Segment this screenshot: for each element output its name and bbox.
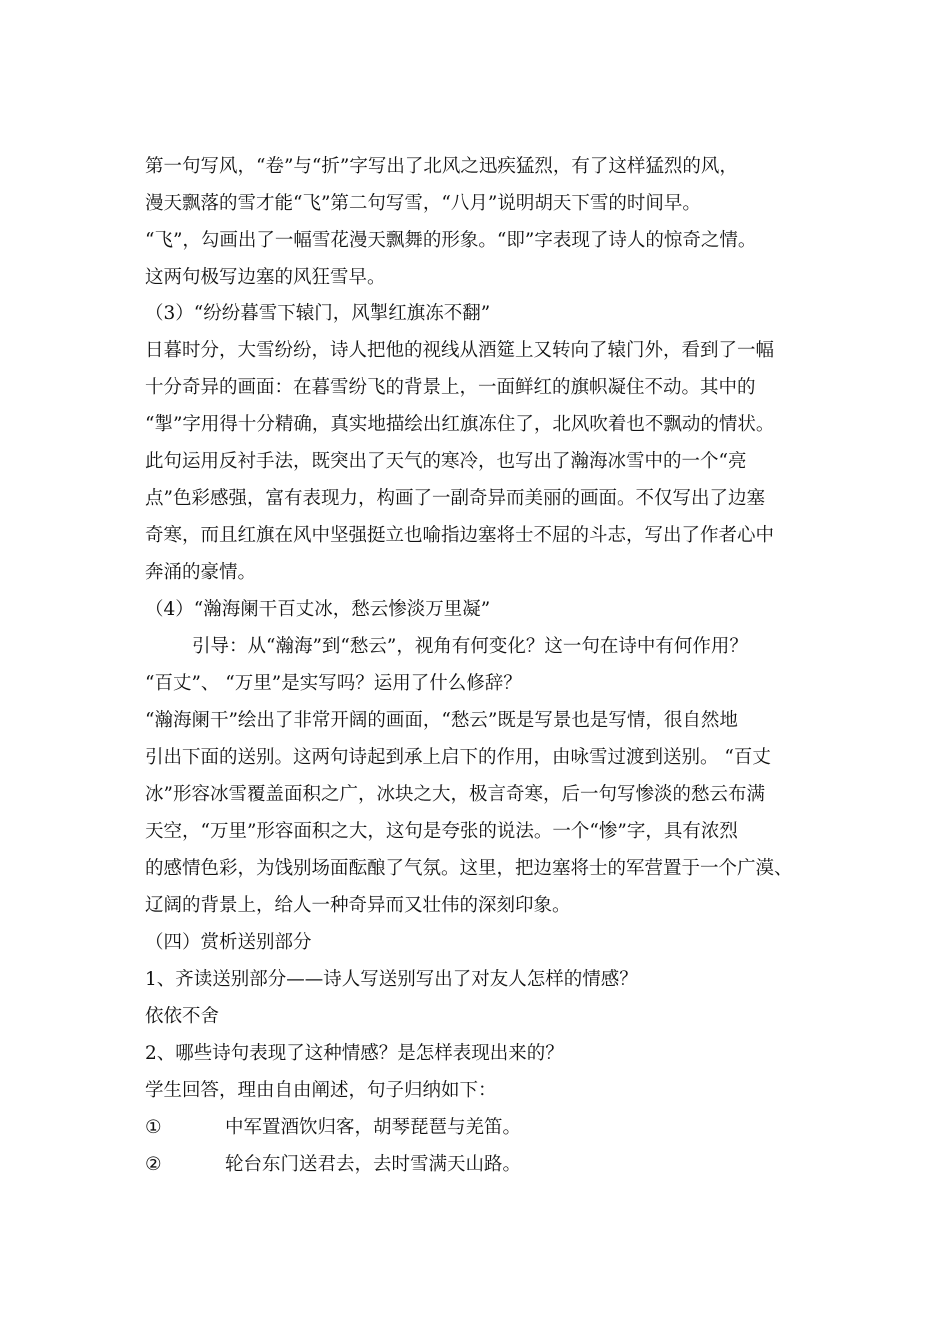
list-marker: ① bbox=[145, 1117, 162, 1138]
list-item bbox=[145, 1152, 521, 1178]
text-line: 漫天飘落的雪才能“飞”第二句写雪，“八月”说明胡天下雪的时间早。 bbox=[145, 193, 701, 214]
list-item-text: 轮台东门送君去，去时雪满天山路。 bbox=[225, 1154, 522, 1175]
list-item-text: 中军置酒饮归客，胡琴琵琶与羌笛。 bbox=[225, 1117, 522, 1138]
text-line: 点”色彩感强，富有表现力，构画了一副奇异而美丽的画面。不仅写出了边塞 bbox=[145, 488, 765, 509]
text-line: “飞”，勾画出了一幅雪花漫天飘舞的形象。“即”字表现了诗人的惊奇之情。 bbox=[145, 230, 757, 251]
text-line: 日暮时分，大雪纷纷，诗人把他的视线从酒筵上又转向了辕门外，看到了一幅 bbox=[145, 340, 775, 361]
text-line: “掣”字用得十分精确，真实地描绘出红旗冻住了，北风吹着也不飘动的情状。 bbox=[145, 414, 775, 435]
list-marker: ② bbox=[145, 1154, 162, 1175]
text-line: 引导：从“瀚海”到“愁云”，视角有何变化？这一句在诗中有何作用？ bbox=[192, 636, 748, 657]
text-line: 依依不舍 bbox=[145, 1006, 220, 1027]
text-line: 辽阔的背景上，给人一种奇异而又壮伟的深刻印象。 bbox=[145, 895, 571, 916]
text-line: 学生回答，理由自由阐述，句子归纳如下： bbox=[145, 1080, 497, 1101]
text-line: 第一句写风，“卷”与“折”字写出了北风之迅疾猛烈，有了这样猛烈的风， bbox=[145, 156, 738, 177]
section-heading: （3）“纷纷暮雪下辕门，风掣红旗冻不翻” bbox=[145, 303, 491, 324]
text-line: 的感情色彩，为饯别场面酝酿了气氛。这里，把边塞将士的军营置于一个广漠、 bbox=[145, 858, 793, 879]
text-line: 此句运用反衬手法，既突出了天气的寒冷，也写出了瀚海冰雪中的一个“亮 bbox=[145, 451, 747, 472]
text-line: 引出下面的送别。这两句诗起到承上启下的作用，由咏雪过渡到送别。 “百丈 bbox=[145, 747, 771, 768]
list-item bbox=[145, 1115, 521, 1141]
text-line: 奔涌的豪情。 bbox=[145, 562, 257, 583]
text-line: 1、齐读送别部分——诗人写送别写出了对友人怎样的情感？ bbox=[145, 969, 638, 990]
text-line: 天空，“万里”形容面积之大，这句是夸张的说法。一个“惨”字，具有浓烈 bbox=[145, 821, 738, 842]
text-line: 十分奇异的画面：在暮雪纷飞的背景上，一面鲜红的旗帜凝住不动。其中的 bbox=[145, 377, 756, 398]
section-heading: （4）“瀚海阑干百丈冰，愁云惨淡万里凝” bbox=[145, 599, 491, 620]
text-line: “瀚海阑干”绘出了非常开阔的画面，“愁云”既是写景也是写情，很自然地 bbox=[145, 710, 738, 731]
section-heading: （四）赏析送别部分 bbox=[145, 932, 312, 953]
text-line: 这两句极写边塞的风狂雪早。 bbox=[145, 267, 386, 288]
text-line: 2、哪些诗句表现了这种情感？是怎样表现出来的？ bbox=[145, 1043, 564, 1064]
text-line: 冰”形容冰雪覆盖面积之广，冰块之大，极言奇寒，后一句写惨淡的愁云布满 bbox=[145, 784, 765, 805]
text-line: “百丈”、 “万里”是实写吗？运用了什么修辞？ bbox=[145, 673, 522, 694]
text-line: 奇寒，而且红旗在风中坚强挺立也喻指边塞将士不屈的斗志，写出了作者心中 bbox=[145, 525, 775, 546]
